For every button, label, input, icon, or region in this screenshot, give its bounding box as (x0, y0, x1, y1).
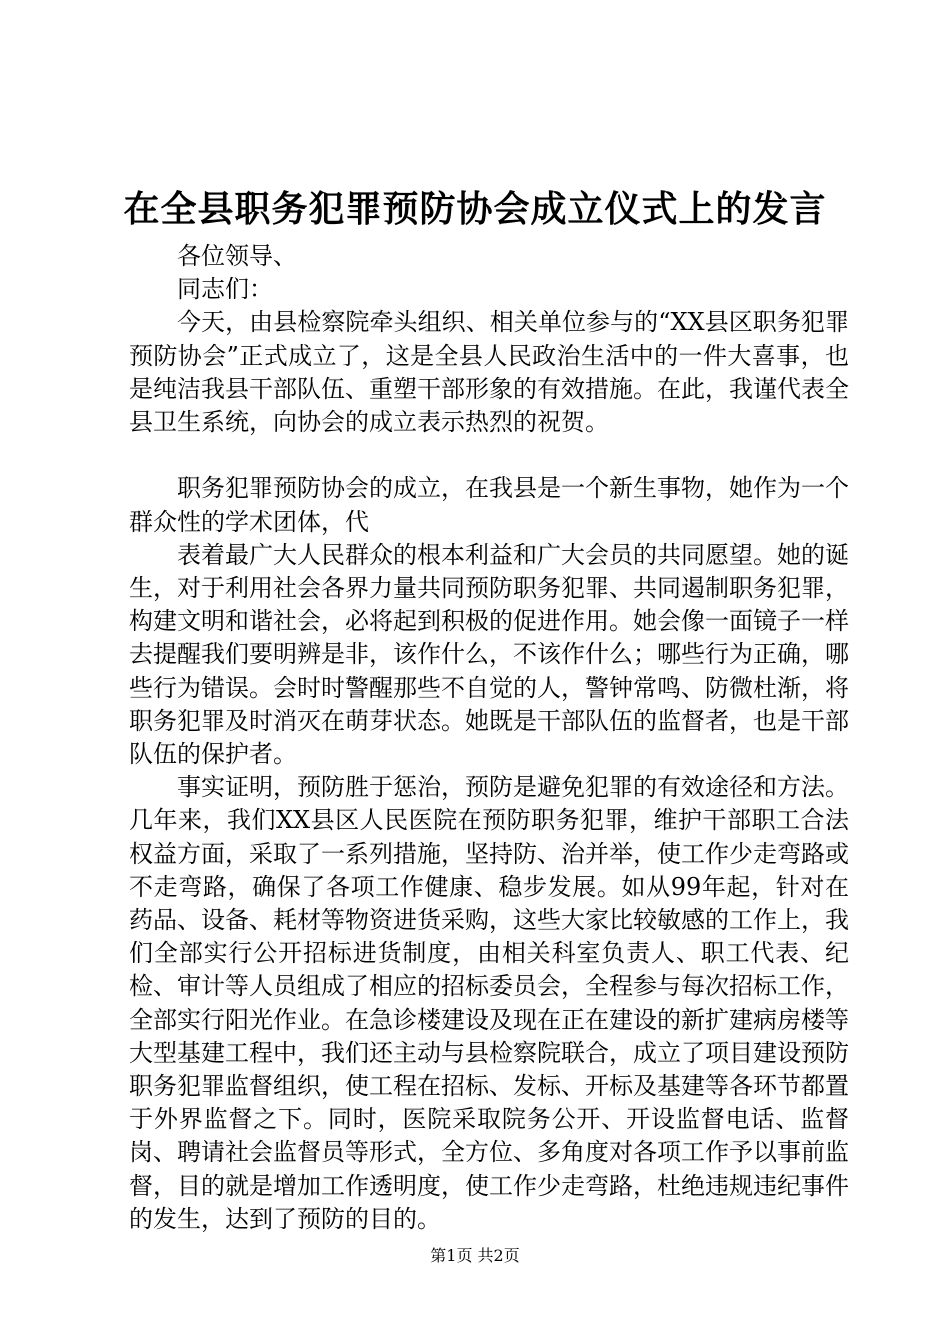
paragraph: 表着最广大人民群众的根本利益和广大会员的共同愿望。她的诞生，对于利用社会各界力量共同预防职务犯罪、共同遏制职务犯罪，构建文明和谐社会，必将起到积极的促进作用。她会像一面镜子一样去提醒我们要明辨是非，该作什么，不该作什么；哪些行为正确，哪些行为错误。会时时警醒那些不自觉的人，警钟常鸣、防微杜渐，将职务犯罪及时消灭在萌芽状态。她既是干部队伍的监督者，也是干部队伍的保护者。 (129, 540, 849, 769)
document-title: 在全县职务犯罪预防协会成立仪式上的发言 (123, 188, 827, 230)
paragraph: 事实证明，预防胜于惩治，预防是避免犯罪的有效途径和方法。几年来，我们XX县区人民医院在预防职务犯罪，维护干部职工合法权益方面，采取了一系列措施，坚持防、治并举，使工作少走弯路或不走弯路，确保了各项工作健康、稳步发展。如从99年起，针对在药品、设备、耗材等物资进货采购，这些大家比较敏感的工作上，我们全部实行公开招标进货制度，由相关科室负责人、职工代表、纪检、审计等人员组成了相应的招标委员会，全程参与每次招标工作，全部实行阳光作业。在急诊楼建设及现在正在建设的新扩建病房楼等大型基建工程中，我们还主动与县检察院联合，成立了项目建设预防职务犯罪监督组织，使工程在招标、发标、开标及基建等各环节都置于外界监督之下。同时，医院采取院务公开、开设监督电话、监督岗、聘请社会监督员等形式，全方位、多角度对各项工作予以事前监督，目的就是增加工作透明度，使工作少走弯路，杜绝违规违纪事件的发生，达到了预防的目的。 (129, 773, 849, 1233)
paragraph: 职务犯罪预防协会的成立，在我县是一个新生事物，她作为一个群众性的学术团体，代 (129, 474, 849, 536)
document-body (129, 240, 849, 1236)
page-footer: 第1页 共2页 (430, 1246, 520, 1265)
paragraph: 今天，由县检察院牵头组织、相关单位参与的“XX县区职务犯罪预防协会”正式成立了，这是全县人民政治生活中的一件大喜事，也是纯洁我县干部队伍、重塑干部形象的有效措施。在此，我谨代表全县卫生系统，向协会的成立表示热烈的祝贺。 (129, 308, 849, 437)
greeting-line: 各位领导、 (177, 242, 297, 270)
greeting-line: 同志们： (177, 275, 273, 304)
paragraph-spacer (129, 439, 849, 472)
